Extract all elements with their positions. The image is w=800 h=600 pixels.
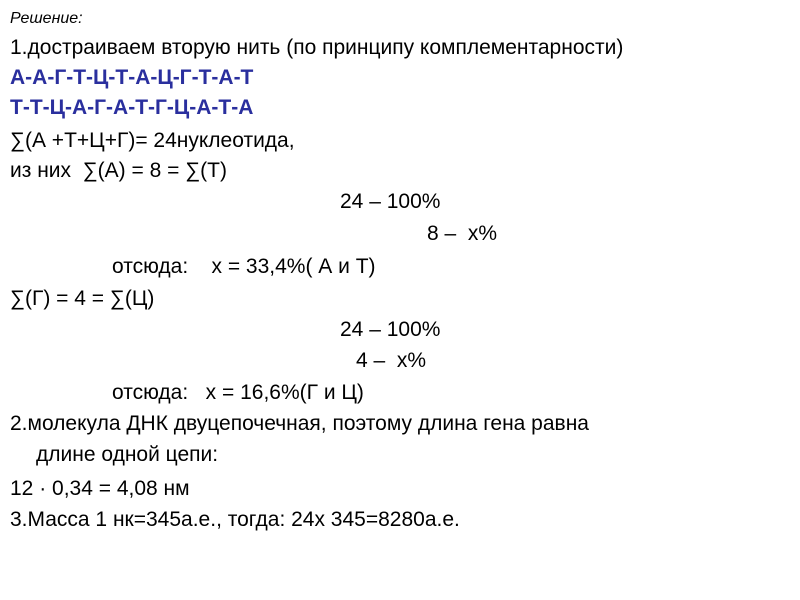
- step-1-text: 1.достраиваем вторую нить (по принципу комплементарности): [10, 36, 624, 59]
- step-3-text: 3.Масса 1 нк=345а.е., тогда: 24х 345=8280а.е.: [10, 508, 460, 531]
- at-count-text: из них ∑(А) = 8 = ∑(Т): [10, 159, 227, 182]
- proportion-2-top: 24 – 100%: [340, 318, 441, 341]
- step-2-text-line-2: длине одной цепи:: [36, 443, 219, 466]
- gene-length-calc: 12 · 0,34 = 4,08 нм: [10, 477, 190, 500]
- solution-heading: Решение:: [10, 10, 83, 27]
- total-nucleotides-text: ∑(А +Т+Ц+Г)= 24нуклеотида,: [10, 129, 295, 152]
- proportion-1-bottom: 8 – х%: [427, 222, 498, 245]
- result-1-text: отсюда: х = 33,4%( А и Т): [112, 255, 376, 278]
- dna-strand-1: А-А-Г-Т-Ц-Т-А-Ц-Г-Т-А-Т: [10, 66, 254, 89]
- result-2-text: отсюда: х = 16,6%(Г и Ц): [112, 381, 364, 404]
- dna-strand-2: Т-Т-Ц-А-Г-А-Т-Г-Ц-А-Т-А: [10, 96, 254, 119]
- proportion-1-top: 24 – 100%: [340, 190, 441, 213]
- step-2-text-line-1: 2.молекула ДНК двуцепочечная, поэтому длина гена равна: [10, 412, 589, 435]
- proportion-2-bottom: 4 – х%: [356, 349, 427, 372]
- gc-count-text: ∑(Г) = 4 = ∑(Ц): [10, 287, 155, 310]
